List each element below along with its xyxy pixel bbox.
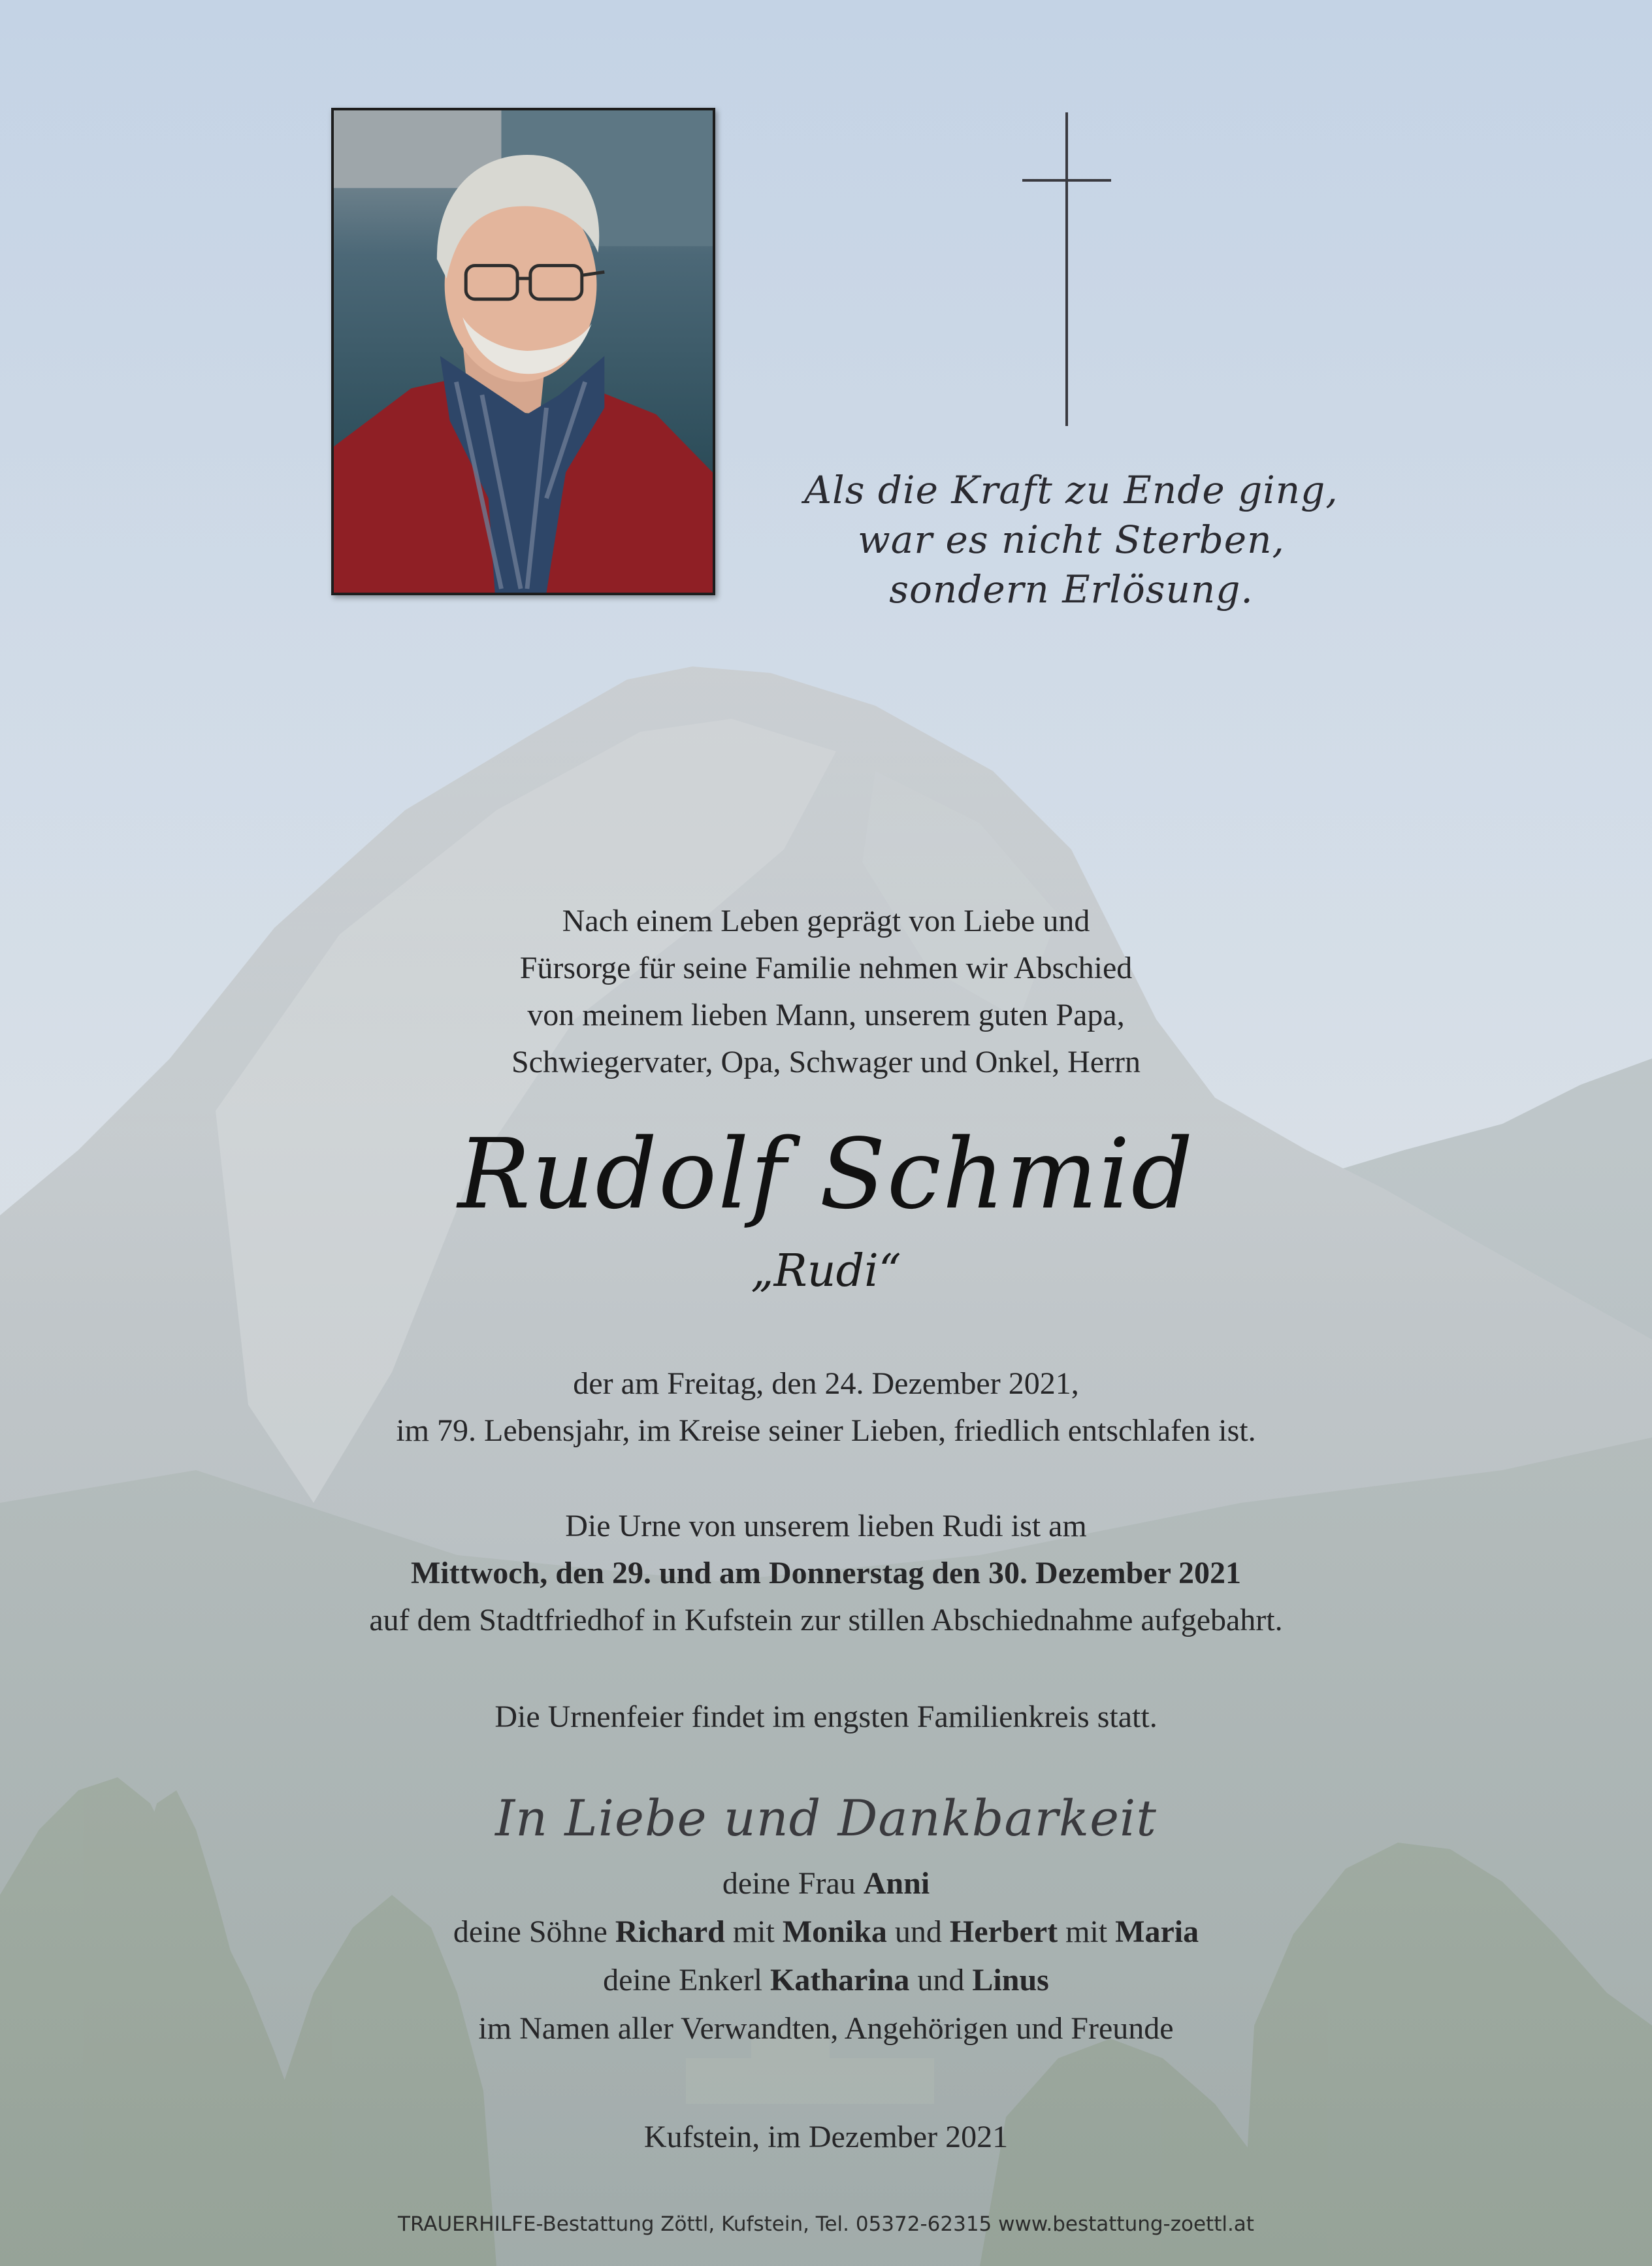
intro-line: Nach einem Leben geprägt von Liebe und bbox=[562, 904, 1090, 938]
sons-prefix: deine Söhne bbox=[453, 1914, 615, 1949]
family-grandkids-line bbox=[0, 1956, 1652, 2005]
son-name: Herbert bbox=[949, 1914, 1058, 1949]
intro-line: Fürsorge für seine Familie nehmen wir Abschied bbox=[519, 951, 1133, 985]
wife-name: Anni bbox=[863, 1866, 930, 1901]
urn-line: auf dem Stadtfriedhof in Kufstein zur stillen Abschiednahme aufgebahrt. bbox=[369, 1603, 1283, 1637]
urn-info bbox=[0, 1503, 1652, 1644]
deceased-nickname: „Rudi“ bbox=[751, 1245, 901, 1297]
thanks-heading: In Liebe und Dankbarkeit bbox=[495, 1789, 1157, 1847]
place-date: Kufstein, im Dezember 2021 bbox=[643, 2120, 1009, 2154]
grandkids-prefix: deine Enkerl bbox=[603, 1963, 771, 1997]
quote-line: war es nicht Sterben, bbox=[858, 517, 1285, 562]
family-list bbox=[0, 1860, 1652, 2053]
grandkid-name: Linus bbox=[972, 1963, 1049, 1997]
intro-text bbox=[0, 898, 1652, 1086]
quote-line: Als die Kraft zu Ende ging, bbox=[804, 468, 1338, 512]
urn-line: Die Urne von unserem lieben Rudi ist am bbox=[565, 1509, 1087, 1543]
cross-icon bbox=[1022, 112, 1111, 426]
and-word: und bbox=[909, 1963, 973, 1997]
footer-funeral-home: TRAUERHILFE-Bestattung Zöttl, Kufstein, Tel. 05372-62315 www.bestattung-zoettl.at bbox=[398, 2212, 1254, 2236]
family-all-line: im Namen aller Verwandten, Angehörigen und Freunde bbox=[478, 2011, 1174, 2046]
with-word: mit bbox=[724, 1914, 783, 1949]
and-word: und bbox=[886, 1914, 950, 1949]
ceremony-note: Die Urnenfeier findet im engsten Familienkreis statt. bbox=[494, 1699, 1158, 1734]
intro-line: von meinem lieben Mann, unserem guten Papa, bbox=[527, 998, 1125, 1032]
grandkid-name: Katharina bbox=[770, 1963, 910, 1997]
wife-prefix: deine Frau bbox=[722, 1866, 864, 1901]
son-name: Richard bbox=[615, 1914, 725, 1949]
family-wife-line bbox=[0, 1860, 1652, 1908]
death-line: der am Freitag, den 24. Dezember 2021, bbox=[573, 1366, 1079, 1401]
deceased-name: Rudolf Schmid bbox=[457, 1118, 1195, 1230]
intro-line: Schwiegervater, Opa, Schwager und Onkel, Herrn bbox=[511, 1045, 1141, 1079]
partner-name: Monika bbox=[782, 1914, 887, 1949]
death-line: im 79. Lebensjahr, im Kreise seiner Lieben, friedlich entschlafen ist. bbox=[396, 1413, 1256, 1448]
partner-name: Maria bbox=[1115, 1914, 1199, 1949]
urn-dates: Mittwoch, den 29. und am Donnerstag den 30. Dezember 2021 bbox=[410, 1556, 1242, 1590]
quote bbox=[745, 465, 1398, 614]
death-info bbox=[0, 1360, 1652, 1454]
with-word: mit bbox=[1058, 1914, 1116, 1949]
portrait-photo bbox=[331, 108, 715, 595]
family-sons-line bbox=[0, 1908, 1652, 1956]
quote-line: sondern Erlösung. bbox=[889, 567, 1254, 612]
